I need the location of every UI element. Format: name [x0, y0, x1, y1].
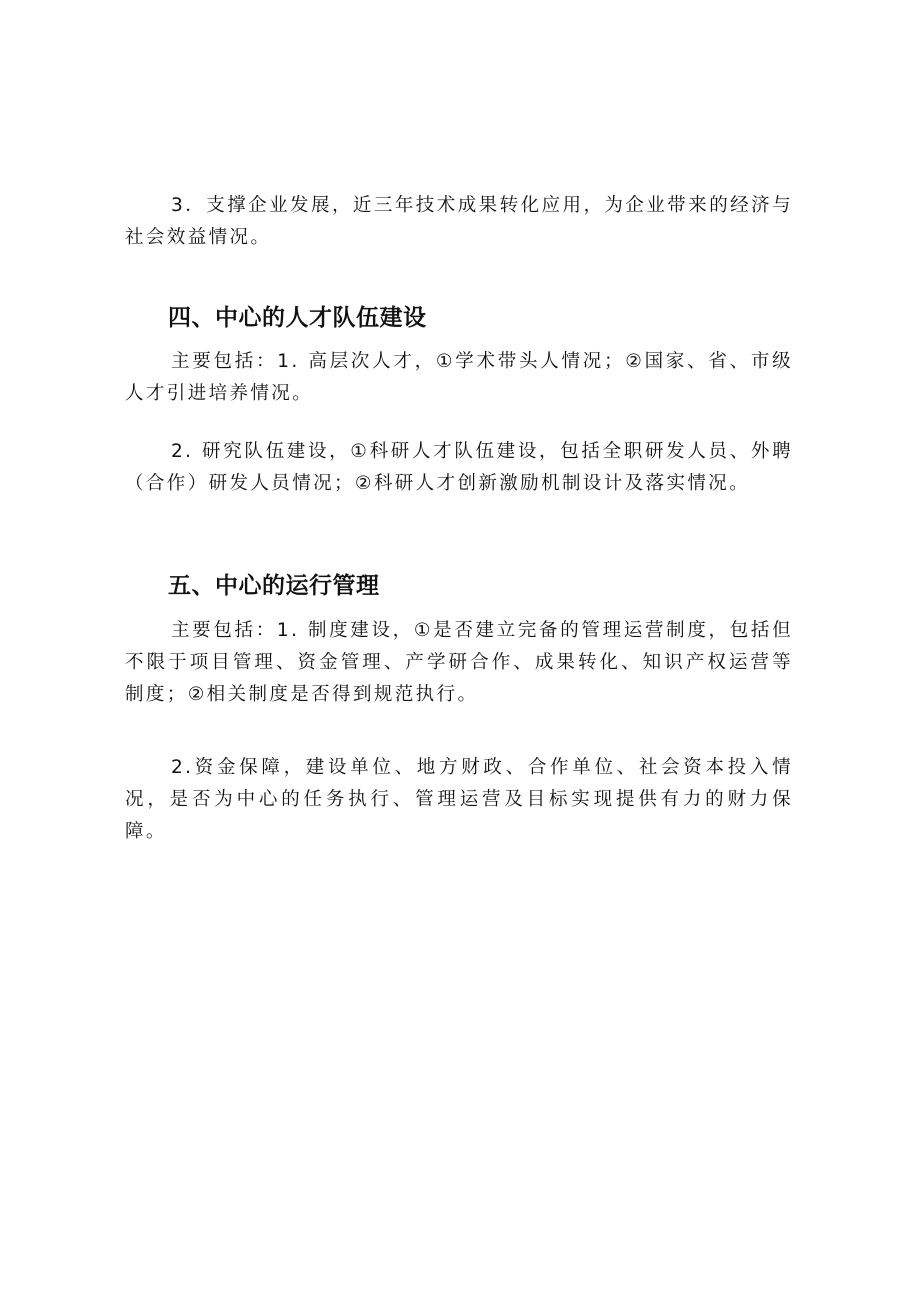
section-5-para-system: 主要包括：1. 制度建设，①是否建立完备的管理运营制度，包括但不限于项目管理、资金管理、产学研合作、成果转化、知识产权运营等制度；②相关制度是否得到规范执行。 [125, 620, 793, 705]
item-3-enterprise-benefit: 3．支撑企业发展，近三年技术成果转化应用，为企业带来的经济与社会效益情况。 [125, 195, 793, 248]
section-5-heading: 五、中心的运行管理 [168, 573, 380, 599]
section-4-para-talent: 主要包括：1. 高层次人才，①学术带头人情况；②国家、省、市级人才引进培养情况。 [125, 351, 793, 404]
section-4-heading: 四、中心的人才队伍建设 [168, 305, 427, 331]
section-4-para-team: 2. 研究队伍建设，①科研人才队伍建设，包括全职研发人员、外聘（合作）研发人员情况；②科研人才创新激励机制设计及落实情况。 [125, 441, 793, 494]
section-5-para-funding: 2.资金保障，建设单位、地方财政、合作单位、社会资本投入情况，是否为中心的任务执行、管理运营及目标实现提供有力的财力保障。 [125, 757, 793, 842]
